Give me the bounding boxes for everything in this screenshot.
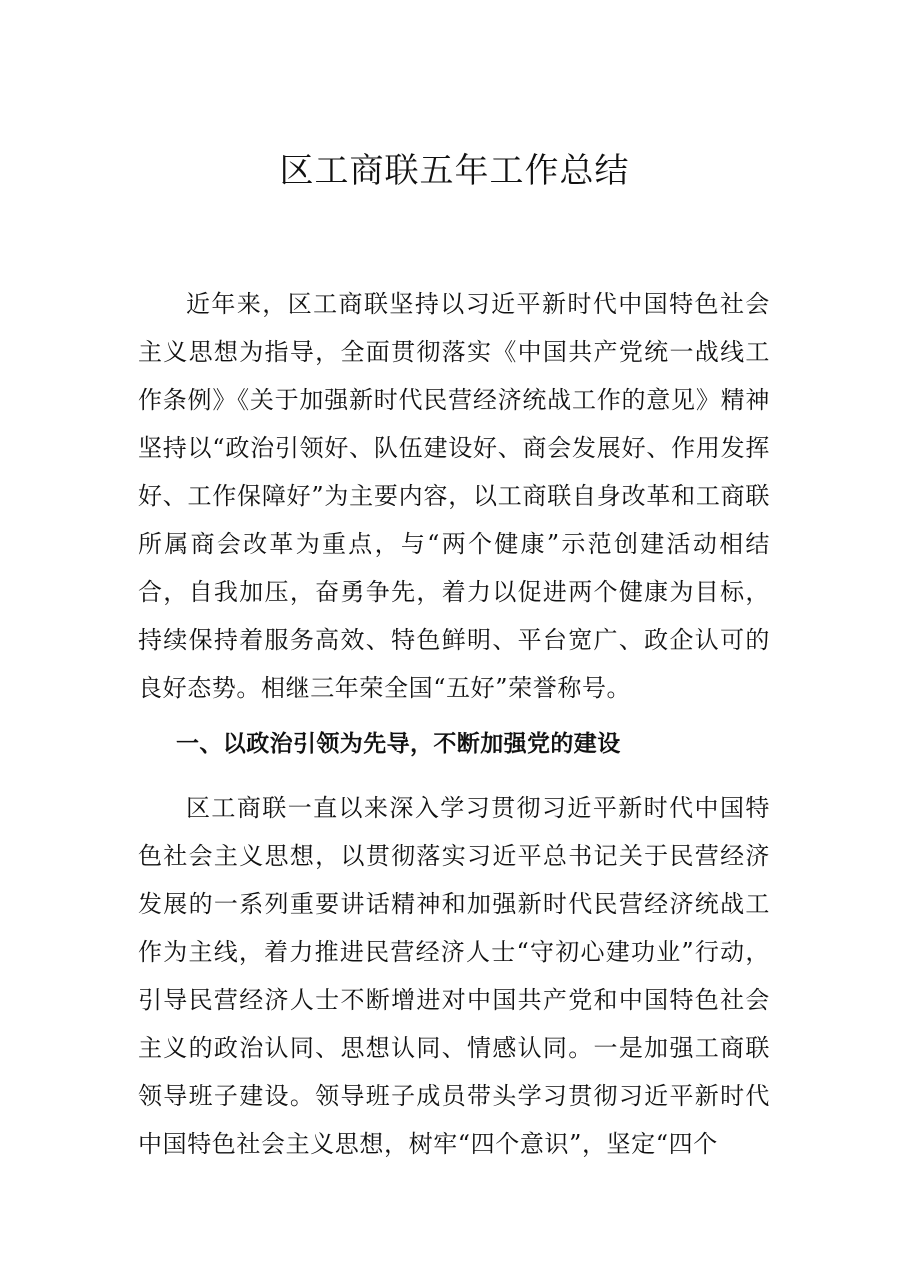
section-heading-1: 一、以政治引领为先导，不断加强党的建设: [176, 731, 621, 757]
document-title: 区工商联五年工作总结: [279, 151, 630, 191]
document-body: [138, 280, 770, 1168]
intro-paragraph: 近年来，区工商联坚持以习近平新时代中国特色社会主义思想为指导，全面贯彻落实《中国共产党统一战线工作条例》《关于加强新时代民营经济统战工作的意见》精神坚持以“政治引领好、队伍建设好、商会发展好、作用发挥好、工作保障好”为主要内容，以工商联自身改革和工商联所属商会改革为重点，与“两个健康”示范创建活动相结合，自我加压，奋勇争先，着力以促进两个健康为目标，持续保持着服务高效、特色鲜明、平台宽广、政企认可的良好态势。相继三年荣全国“五好”荣誉称号。: [138, 290, 770, 702]
section-1-paragraph: 区工商联一直以来深入学习贯彻习近平新时代中国特色社会主义思想，以贯彻落实习近平总书记关于民营经济发展的一系列重要讲话精神和加强新时代民营经济统战工作为主线，着力推进民营经济人士“守初心建功业”行动，引导民营经济人士不断增进对中国共产党和中国特色社会主义的政治认同、思想认同、情感认同。一是加强工商联领导班子建设。领导班子成员带头学习贯彻习近平新时代中国特色社会主义思想，树牢“四个意识”，坚定“四个: [138, 794, 770, 1158]
